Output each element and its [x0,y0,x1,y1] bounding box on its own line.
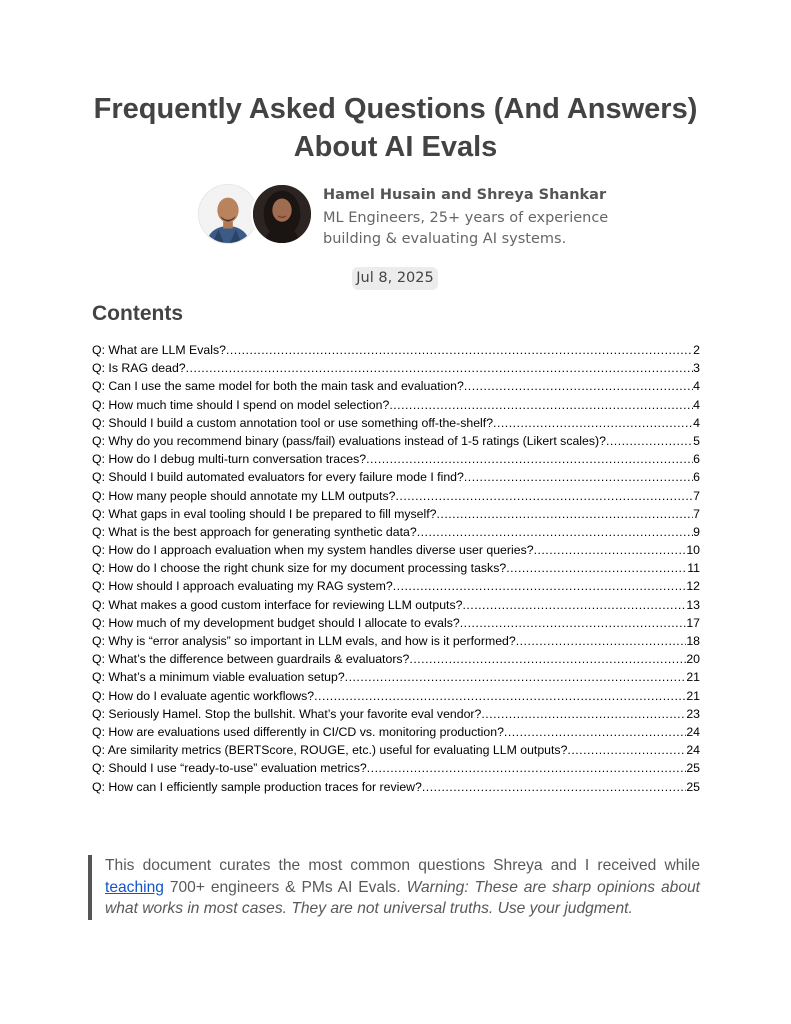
toc-question: Q: Should I use “ready-to-use” evaluation metrics? [92,761,367,776]
toc-entry[interactable] [92,561,700,579]
toc-page-number: 11 [687,561,700,576]
toc-question: Q: What’s a minimum viable evaluation setup? [92,670,345,685]
toc-leader-dots [516,634,687,648]
toc-leader-dots [464,379,693,393]
toc-question: Q: How much time should I spend on model selection? [92,397,390,412]
toc-leader-dots [567,743,686,757]
toc-page-number: 21 [686,688,700,703]
toc-leader-dots [506,561,687,575]
toc-page-number: 23 [686,706,700,721]
toc-question: Q: What makes a good custom interface for reviewing LLM outputs? [92,597,463,612]
toc-entry[interactable] [92,579,700,597]
toc-entry[interactable] [92,761,700,779]
toc-question: Q: How do I debug multi-turn conversation traces? [92,452,367,467]
avatar-hamel [198,184,258,244]
toc-leader-dots [389,398,693,412]
toc-leader-dots [393,579,687,593]
toc-entry[interactable] [92,379,700,397]
toc-page-number: 7 [693,506,700,521]
avatar-shreya [251,183,313,245]
toc-question: Q: How are evaluations used differently in CI/CD vs. monitoring production? [92,724,504,739]
toc-entry[interactable] [92,525,700,543]
toc-question: Q: How many people should annotate my LLM outputs? [92,488,396,503]
toc-leader-dots [606,434,693,448]
toc-page-number: 20 [686,652,700,667]
toc-page-number: 25 [686,761,700,776]
toc-entry[interactable] [92,416,700,434]
toc-leader-dots [504,725,686,739]
toc-question: Q: Should I build a custom annotation tool or use something off-the-shelf? [92,415,494,430]
quote-warning: Warning: These are sharp opinions about what works in most cases. They are not universal truths. Use your judgment. [105,878,700,917]
toc-entry[interactable] [92,489,700,507]
toc-page-number: 24 [686,724,700,739]
intro-blockquote [88,855,700,920]
toc-leader-dots [534,543,687,557]
toc-page-number: 2 [693,343,700,357]
toc-question: Q: Seriously Hamel. Stop the bullshit. What’s your favorite eval vendor? [92,706,482,721]
toc-entry[interactable] [92,616,700,634]
toc-page-number: 25 [686,779,700,794]
toc-entry[interactable] [92,652,700,670]
toc-page-number: 17 [686,615,700,630]
toc-page-number: 7 [693,488,700,503]
toc-entry[interactable] [92,598,700,616]
author-desc-line-2: building & evaluating AI systems. [323,231,567,247]
toc-entry[interactable] [92,434,700,452]
toc-leader-dots [226,343,693,357]
author-block [198,184,618,248]
toc-question: Q: What gaps in eval tooling should I be prepared to fill myself? [92,506,437,521]
toc-entry[interactable] [92,543,700,561]
toc-question: Q: How do I evaluate agentic workflows? [92,688,315,703]
toc-question: Q: Are similarity metrics (BERTScore, ROUGE, etc.) useful for evaluating LLM outputs? [92,743,568,758]
toc-question: Q: What is the best approach for generating synthetic data? [92,524,417,539]
toc-leader-dots [464,470,693,484]
toc-entry[interactable] [92,707,700,725]
toc-leader-dots [417,525,693,539]
toc-leader-dots [345,670,687,684]
toc-page-number: 3 [693,361,700,376]
toc-entry[interactable] [92,398,700,416]
toc-entry[interactable] [92,343,700,361]
toc-entry[interactable] [92,470,700,488]
toc-question: Q: How do I choose the right chunk size for my document processing tasks? [92,561,507,576]
toc-leader-dots [396,489,694,503]
quote-text-before: This document curates the most common questions Shreya and I received while [105,857,700,874]
toc-leader-dots [366,452,693,466]
toc-leader-dots [367,761,687,775]
teaching-link[interactable]: teaching [105,878,164,896]
toc-page-number: 21 [686,670,700,685]
toc-question: Q: Can I use the same model for both the main task and evaluation? [92,379,464,394]
toc-entry[interactable] [92,452,700,470]
toc-leader-dots [437,507,694,521]
toc-page-number: 4 [693,415,700,430]
toc-page-number: 24 [686,743,700,758]
title-line-1: Frequently Asked Questions (And Answers) [93,93,698,125]
toc-entry[interactable] [92,743,700,761]
toc-leader-dots [422,780,686,794]
toc-entry[interactable] [92,725,700,743]
toc-page-number: 4 [693,397,700,412]
toc-entry[interactable] [92,689,700,707]
toc-entry[interactable] [92,634,700,652]
toc-question: Q: How do I approach evaluation when my system handles diverse user queries? [92,543,534,558]
toc-page-number: 10 [686,543,700,558]
toc-leader-dots [462,598,686,612]
toc-leader-dots [481,707,686,721]
toc-page-number: 6 [693,470,700,485]
toc-question: Q: Why is “error analysis” so important in LLM evals, and how is it performed? [92,634,516,648]
toc-entry[interactable] [92,361,700,379]
toc-question: Q: What’s the difference between guardrails & evaluators? [92,652,410,667]
author-names: Hamel Husain and Shreya Shankar [323,187,607,203]
toc-page-number: 12 [686,579,700,594]
quote-text-after: 700+ engineers & PMs AI Evals. [163,878,407,896]
toc-question: Q: How can I efficiently sample production traces for review? [92,779,422,794]
toc-page-number: 5 [693,433,700,448]
toc-page-number: 13 [686,597,700,612]
toc-leader-dots [460,616,687,630]
toc-page-number: 4 [693,379,700,394]
toc-leader-dots [186,361,694,375]
toc-question: Q: Why do you recommend binary (pass/fail) evaluations instead of 1-5 ratings (Likert scales)? [92,433,606,448]
table-of-contents [92,343,700,798]
contents-heading: Contents [92,302,183,325]
toc-leader-dots [409,652,686,666]
toc-question: Q: How much of my development budget should I allocate to evals? [92,615,460,630]
document-title [60,90,731,166]
toc-entry[interactable] [92,670,700,688]
toc-page-number: 6 [693,452,700,467]
toc-page-number: 9 [693,524,700,539]
toc-leader-dots [314,689,686,703]
toc-leader-dots [493,416,693,430]
title-line-2: About AI Evals [293,131,498,163]
toc-question: Q: Should I build automated evaluators for every failure mode I find? [92,470,464,485]
toc-question: Q: Is RAG dead? [92,361,186,376]
toc-page-number: 18 [686,634,700,648]
toc-entry[interactable] [92,780,700,798]
date-chip[interactable]: Jul 8, 2025 [352,267,438,290]
author-desc-line-1: ML Engineers, 25+ years of experience [323,210,609,226]
toc-question: Q: What are LLM Evals? [92,343,226,357]
toc-entry[interactable] [92,507,700,525]
toc-question: Q: How should I approach evaluating my RAG system? [92,579,393,594]
author-description [323,208,623,250]
